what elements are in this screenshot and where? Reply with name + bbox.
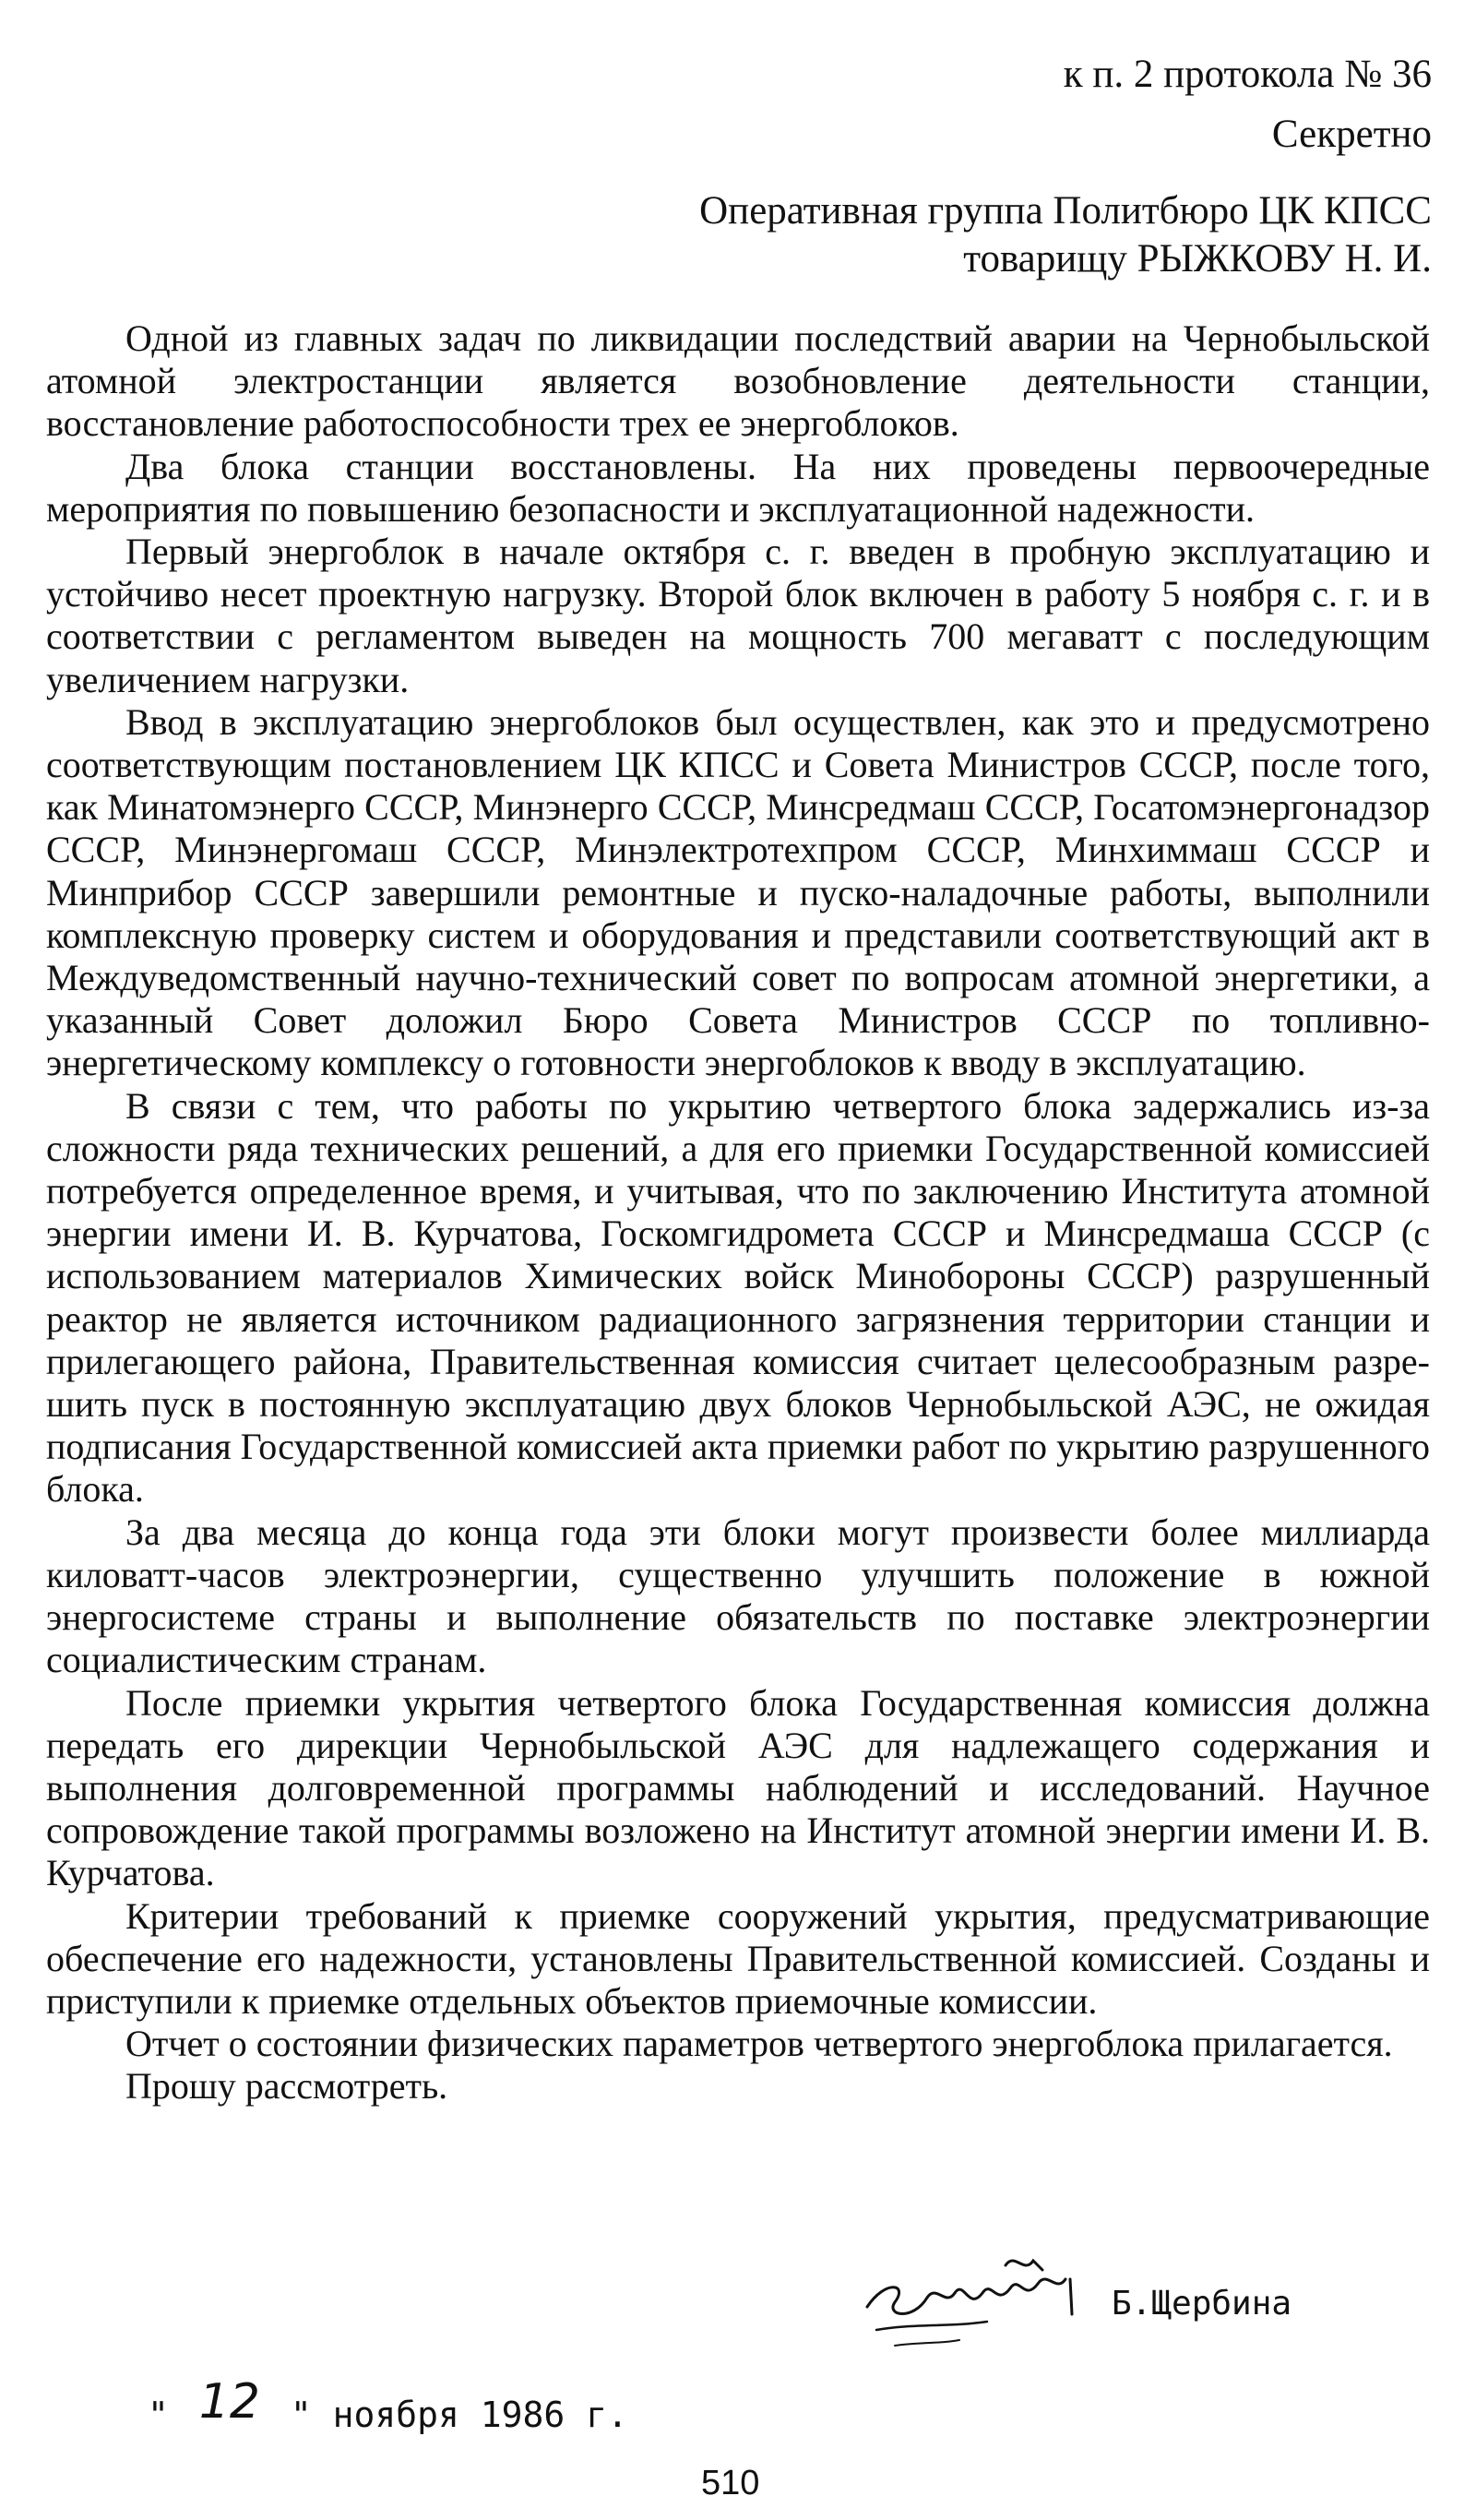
date-close-quote: ": [290, 2395, 312, 2435]
protocol-reference: к п. 2 протокола № 36: [1063, 53, 1432, 96]
paragraph: За два месяца до конца года эти блоки могут произвести более миллиарда киловатт-часов электроэнергии, существенно улучшить положение в южной энергосистеме страны и выполнение обязательств по поставке электроэнергии социалистическим странам.: [46, 1511, 1430, 1681]
date-month-year: ноября 1986 г.: [332, 2395, 628, 2435]
addressee-line-1: Оперативная группа Политбюро ЦК КПСС: [699, 189, 1432, 233]
paragraph: Прошу рассмотреть.: [125, 2065, 448, 2108]
paragraph: Ввод в эксплуатацию энергоблоков был осуществлен, как это и предусмотрено соответствующим постановлением ЦК КПСС и Совета Министров СССР, после того, как Минатомэнерго СССР, Минэнерго СССР, Минсредмаш СССР, Госатомэнергонадзор СССР, Минэнергомаш СССР, Минэлектротехпром СССР, Минхиммаш СССР и Минприбор СССР завершили ремонтные и пуско-наладочные работы, выполнили комплексную проверку систем и оборудования и представили соответствующий акт в Междуведомственный научно-технический совет по вопросам атомной энергетики, а указанный Совет доложил Бюро Совета Министров СССР по топливно-энергетическому комплексу о готовности энергоблоков к вводу в эксплуатацию.: [46, 700, 1430, 1084]
handwritten-signature: [858, 2242, 1098, 2353]
signer-name: Б.Щербина: [1112, 2285, 1292, 2323]
page-number: 510: [701, 2464, 760, 2502]
paragraph: Два блока станции восстановлены. На них проведены первоочередные мероприятия по повышению безопасности и эксплуатационной надежности.: [46, 445, 1430, 530]
document-date: [148, 2374, 628, 2439]
addressee-line-2: товарищу РЫЖКОВУ Н. И.: [963, 237, 1432, 281]
paragraph: Критерии требований к приемке сооружений укрытия, предусматривающие обеспечение его надежности, установлены Правительственной комиссией. Созданы и приступили к приемке отдельных объектов приемочные комиссии.: [46, 1894, 1430, 2022]
paragraph: Отчет о состоянии физических параметров четвертого энергоблока прилагается.: [125, 2023, 1393, 2065]
date-open-quote: ": [148, 2395, 169, 2435]
paragraph: Первый энергоблок в начале октября с. г. введен в пробную эксплуатацию и устойчиво несет проектную нагрузку. Второй блок включен в работу 5 ноября с. г. и в соответствии с регламентом выведен на мощность 700 мегаватт с последующим увеличением нагрузки.: [46, 531, 1430, 700]
paragraph: После приемки укрытия четвертого блока Государственная комиссия должна передать его дирекции Чернобыльской АЭС для надлежащего содержания и выполнения долговременной программы наблюдений и исследований. Научное сопровождение такой программы возложено на Институт атомной энергии имени И. В. Курчатова.: [46, 1681, 1430, 1894]
letter-body: [46, 317, 1430, 2108]
classification-label: Секретно: [1271, 113, 1432, 156]
paragraph: В связи с тем, что работы по укрытию четвертого блока задержались из-за сложности ряда технических решений, а для его приемки Государственной комиссией потребуется определенное время, и учитывая, что по заключению Института атомной энергии имени И. В. Курчатова, Госкомгидромета СССР и Минсредмаша СССР (с использованием материалов Химических войск Минобороны СССР) разрушенный реактор не является источником радиационного загрязнения территории станции и прилегающего района, Правительственная комиссия считает целесообразным разрешить пуск в постоянную эксплуатацию двух блоков Чернобыльской АЭС, не ожидая подписания Государственной комиссией акта приемки работ по укрытию разрушенного блока.: [46, 1084, 1430, 1511]
date-day-handwritten: 12: [198, 2374, 260, 2430]
paragraph: Одной из главных задач по ликвидации последствий аварии на Чернобыльской атомной электростанции является возобновление деятельности станции, восстановление работоспособности трех ее энергоблоков.: [46, 317, 1430, 445]
